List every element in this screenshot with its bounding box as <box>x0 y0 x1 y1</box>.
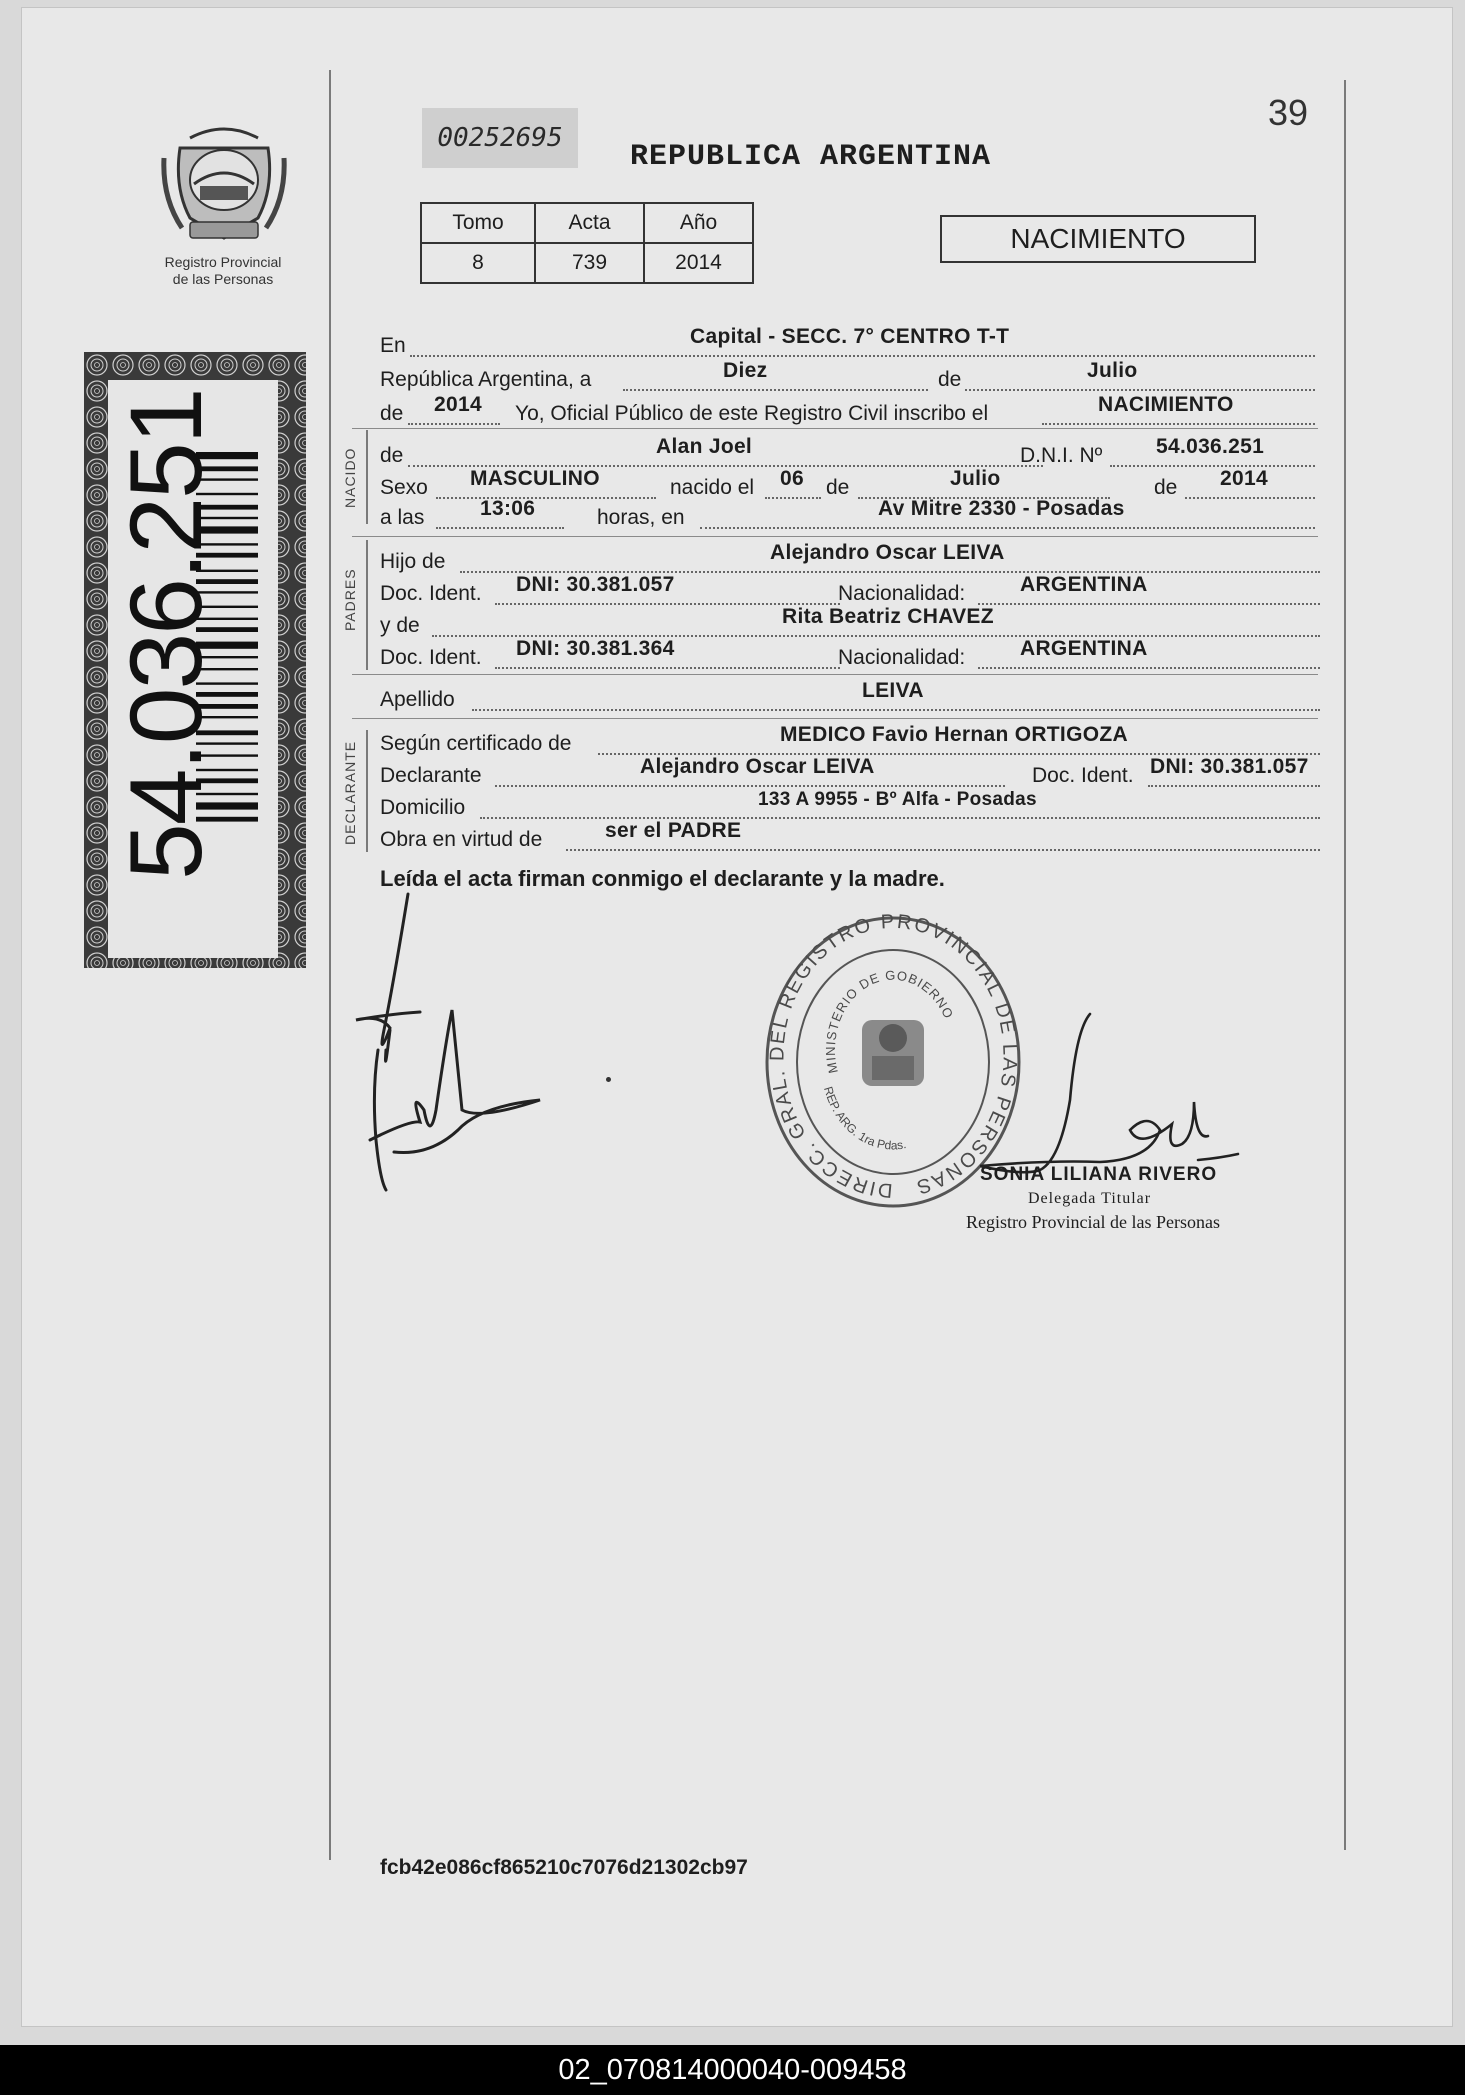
label-sexo: Sexo <box>380 476 428 499</box>
seal-inner-text: MINISTERIO DE GOBIERNO <box>822 967 957 1075</box>
field-father-nationality: ARGENTINA <box>1020 573 1148 596</box>
label-father-nationality: Nacionalidad: <box>838 582 966 605</box>
field-child-name: Alan Joel <box>656 435 753 458</box>
row-apellido <box>380 679 1315 716</box>
label-oficial-text: Yo, Oficial Público de este Registro Civil inscribo el <box>515 402 989 425</box>
label-de-birth-month: de <box>826 476 850 499</box>
label-de-nombre: de <box>380 444 404 467</box>
section-tag-nacido: NACIDO <box>342 447 358 508</box>
scan-footer-id: 02_070814000040-009458 <box>558 2054 907 2086</box>
official-office: Registro Provincial de las Personas <box>966 1212 1220 1232</box>
left-margin-line <box>329 70 331 1860</box>
field-declarante-doc: DNI: 30.381.057 <box>1150 755 1309 778</box>
declarant-signature <box>350 890 560 1200</box>
stray-ink-dot <box>606 1077 611 1082</box>
official-signature <box>980 1010 1240 1190</box>
field-year: 2014 <box>434 393 482 416</box>
record-table-header-anio: Año <box>644 203 753 243</box>
row-declarante <box>380 755 1315 792</box>
label-de-month: de <box>938 368 962 391</box>
field-birth-year: 2014 <box>1220 467 1268 490</box>
label-domicilio: Domicilio <box>380 796 466 819</box>
record-table-acta: 739 <box>535 243 644 283</box>
country-title: REPUBLICA ARGENTINA <box>630 140 992 174</box>
separator-4 <box>352 718 1318 719</box>
seal-outer-text: DIRECC. GRAL. DEL REGISTRO PROVINCIAL DE LAS PERSONAS <box>766 912 1021 1202</box>
logo-caption-line-1: Registro Provincial <box>164 254 282 270</box>
logo-caption-line-2: de las Personas <box>172 271 274 287</box>
label-hijo-de: Hijo de <box>380 550 446 573</box>
label-de-year: de <box>380 402 404 425</box>
separator-2 <box>352 536 1318 537</box>
field-day: Diez <box>723 359 768 382</box>
row-hora <box>380 497 1315 534</box>
field-mother-nationality: ARGENTINA <box>1020 637 1148 660</box>
field-month: Julio <box>1087 359 1138 382</box>
section-line-nacido <box>366 430 368 524</box>
field-birth-month: Julio <box>950 467 1001 490</box>
field-birth-day: 06 <box>780 467 804 490</box>
section-tag-declarante: DECLARANTE <box>342 740 358 845</box>
field-father-name: Alejandro Oscar LEIVA <box>770 541 1005 564</box>
label-declarante: Declarante <box>380 764 482 787</box>
record-table-header-row <box>421 203 753 243</box>
label-nacido: nacido el <box>670 476 755 499</box>
label-certificado: Según certificado de <box>380 732 572 755</box>
act-type-box: NACIMIENTO <box>940 215 1256 263</box>
label-republica: República Argentina, a <box>380 368 592 391</box>
field-declarante: Alejandro Oscar LEIVA <box>640 755 875 778</box>
record-table-tomo: 8 <box>421 243 535 283</box>
svg-text:REP. ARG. 1ra Pdas. <box>821 1085 907 1153</box>
row-domicilio <box>380 789 1315 824</box>
label-father-doc: Doc. Ident. <box>380 582 482 605</box>
label-a-las: a las <box>380 506 425 529</box>
label-mother-nationality: Nacionalidad: <box>838 646 966 669</box>
official-role: Delegada Titular <box>1028 1190 1152 1207</box>
label-en: En <box>380 334 406 357</box>
label-obra: Obra en virtud de <box>380 828 543 851</box>
right-margin-line <box>1344 80 1346 1850</box>
row-republica <box>380 359 1315 396</box>
field-certificado: MEDICO Favio Hernan ORTIGOZA <box>780 723 1128 746</box>
record-table-header-acta: Acta <box>535 203 644 243</box>
label-dni: D.N.I. Nº <box>1020 444 1103 467</box>
record-table-anio: 2014 <box>644 243 753 283</box>
field-apellido: LEIVA <box>862 679 924 702</box>
page-number: 39 <box>1268 92 1309 133</box>
field-father-doc: DNI: 30.381.057 <box>516 573 675 596</box>
field-mother-name: Rita Beatriz CHAVEZ <box>782 605 994 628</box>
label-apellido: Apellido <box>380 688 455 711</box>
serial-number: 00252695 <box>422 108 578 168</box>
row-en <box>380 325 1315 362</box>
record-table-header-tomo: Tomo <box>421 203 535 243</box>
field-sexo: MASCULINO <box>470 467 600 490</box>
record-table-value-row <box>421 243 753 283</box>
misiones-coat-of-arms-logo <box>160 118 288 248</box>
row-year <box>380 393 1315 430</box>
field-obra: ser el PADRE <box>605 819 742 842</box>
section-line-declarante <box>366 730 368 852</box>
field-place-of-registration: Capital - SECC. 7° CENTRO T-T <box>690 325 1010 348</box>
label-de-birth-year: de <box>1154 476 1178 499</box>
row-mother-doc <box>380 637 1315 674</box>
field-birth-place: Av Mitre 2330 - Posadas <box>878 497 1125 520</box>
field-mother-doc: DNI: 30.381.364 <box>516 637 675 660</box>
label-mother-doc: Doc. Ident. <box>380 646 482 669</box>
scan-footer-bar <box>0 2045 1465 2095</box>
field-inscribe: NACIMIENTO <box>1098 393 1234 416</box>
document-hash: fcb42e086cf865210c7076d21302cb97 <box>380 1856 748 1879</box>
barcode-dni-number: 54.036.251 <box>109 389 223 880</box>
label-horas-en: horas, en <box>597 506 685 529</box>
record-table <box>420 202 754 284</box>
official-name: SONIA LILIANA RIVERO <box>980 1164 1218 1185</box>
label-y-de: y de <box>380 614 420 637</box>
row-obra <box>380 819 1315 856</box>
label-declarante-doc: Doc. Ident. <box>1032 764 1134 787</box>
field-child-dni: 54.036.251 <box>1156 435 1265 458</box>
seal-bottom-text: REP. ARG. 1ra Pdas. <box>821 1084 908 1153</box>
field-domicilio: 133 A 9955 - Bº Alfa - Posadas <box>758 789 1037 810</box>
registry-logo-caption <box>138 254 308 288</box>
separator-1 <box>352 428 1318 429</box>
section-line-padres <box>366 540 368 670</box>
field-birth-time: 13:06 <box>480 497 536 520</box>
signing-statement: Leída el acta firman conmigo el declarante y la madre. <box>380 866 945 891</box>
section-tag-padres: PADRES <box>342 568 358 631</box>
seal-emblem-icon <box>862 1020 924 1086</box>
separator-3 <box>352 674 1318 675</box>
